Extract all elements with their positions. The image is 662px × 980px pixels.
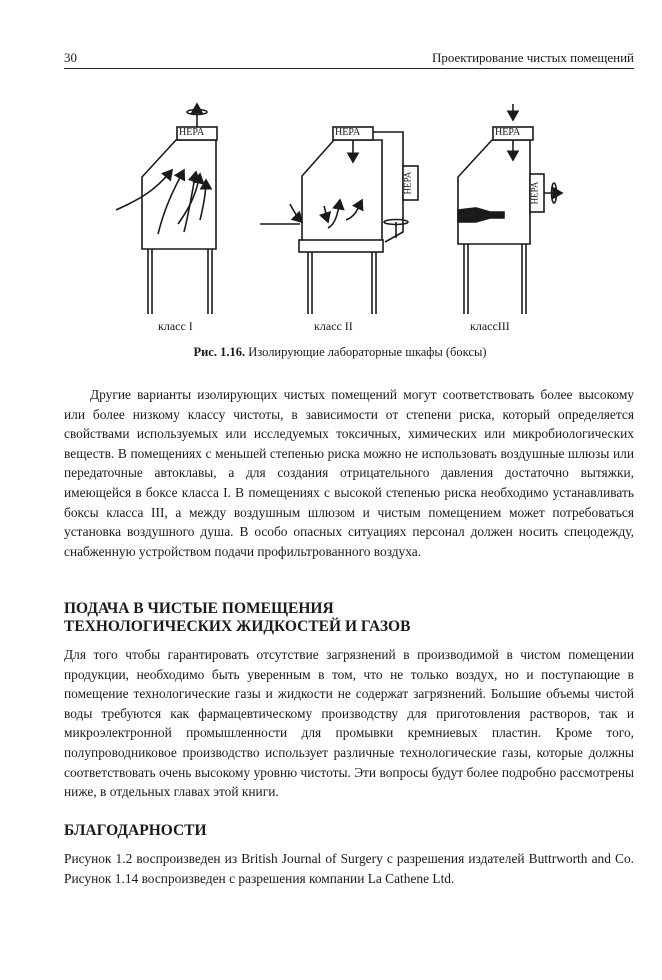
glove-port-icon xyxy=(458,208,504,222)
hepa-label-side-3: HEPA xyxy=(529,181,540,205)
figure-isolation-cabinets xyxy=(60,92,620,352)
heading-line-2: ТЕХНОЛОГИЧЕСКИХ ЖИДКОСТЕЙ И ГАЗОВ xyxy=(64,618,411,635)
label-class-1: класс I xyxy=(158,319,193,333)
hepa-label-3: HEPA xyxy=(495,127,521,138)
caption-text: Изолирующие лабораторные шкафы (боксы) xyxy=(245,345,487,359)
hepa-label-1: HEPA xyxy=(179,127,205,138)
figure-caption xyxy=(60,345,620,360)
section-heading-acknowledgements: БЛАГОДАРНОСТИ xyxy=(64,822,207,839)
paragraph-1: Другие варианты изолирующих чистых помещений могут соответствовать более высокому или более низкому классу чистоты, в зависимости от степени риска, который определяется свойствами используемых или исследуемых токсичных, химических или микробиологических веществ. В помещениях с меньшей степенью риска можно не использовать воздушные шлюзы или передаточные автоклавы, а для создания отрицательного давления достаточно вытяжки, имеющейся в боксе класса I. В помещениях с высокой степенью риска необходимо устанавливать боксы класса III, а между воздушным шлюзом и чистым помещением может потребоваться установка воздушного душа. В особо опасных ситуациях персонал должен носить спецодежду, снабженную устройством подачи профильтрованного воздуха. xyxy=(64,387,634,559)
cabinet-class-2 xyxy=(260,127,418,314)
label-class-2: класс II xyxy=(314,319,353,333)
hepa-label-2: HEPA xyxy=(335,127,361,138)
hepa-label-side-2: HEPA xyxy=(402,171,413,195)
heading-line-1: ПОДАЧА В ЧИСТЫЕ ПОМЕЩЕНИЯ xyxy=(64,600,334,617)
section-heading-supply xyxy=(64,600,634,636)
page-header xyxy=(64,50,634,69)
running-title: Проектирование чистых помещений xyxy=(431,50,634,65)
paragraph-2: Для того чтобы гарантировать отсутствие загрязнений в производимой в чистом помещении продукции, необходимо быть уверенным в том, что не только воздух, но и поступающие в помещение технологические газы и жидкости не содержат загрязнений. Большие объемы чистой воды требуются как фармацевтическому производству для приготовления растворов, так и микроэлектронной промышленности для промывки кремниевых пластин. Кроме того, полупроводниковое производство использует различные технологические газы, которые должны соответствовать очень высокому уровню чистоты. Эти вопросы будут более подробно рассмотрены ниже, в отдельных главах этой книги. xyxy=(64,647,634,800)
page-number: 30 xyxy=(64,50,77,65)
label-class-3: классIII xyxy=(470,319,510,333)
paragraph-3: Рисунок 1.2 воспроизведен из British Journal of Surgery с разрешения издателей Buttrworth and Co. Рисунок 1.14 воспроизведен с разрешения компании La Cathene Ltd. xyxy=(64,851,634,886)
caption-number: Рис. 1.16. xyxy=(193,345,246,359)
